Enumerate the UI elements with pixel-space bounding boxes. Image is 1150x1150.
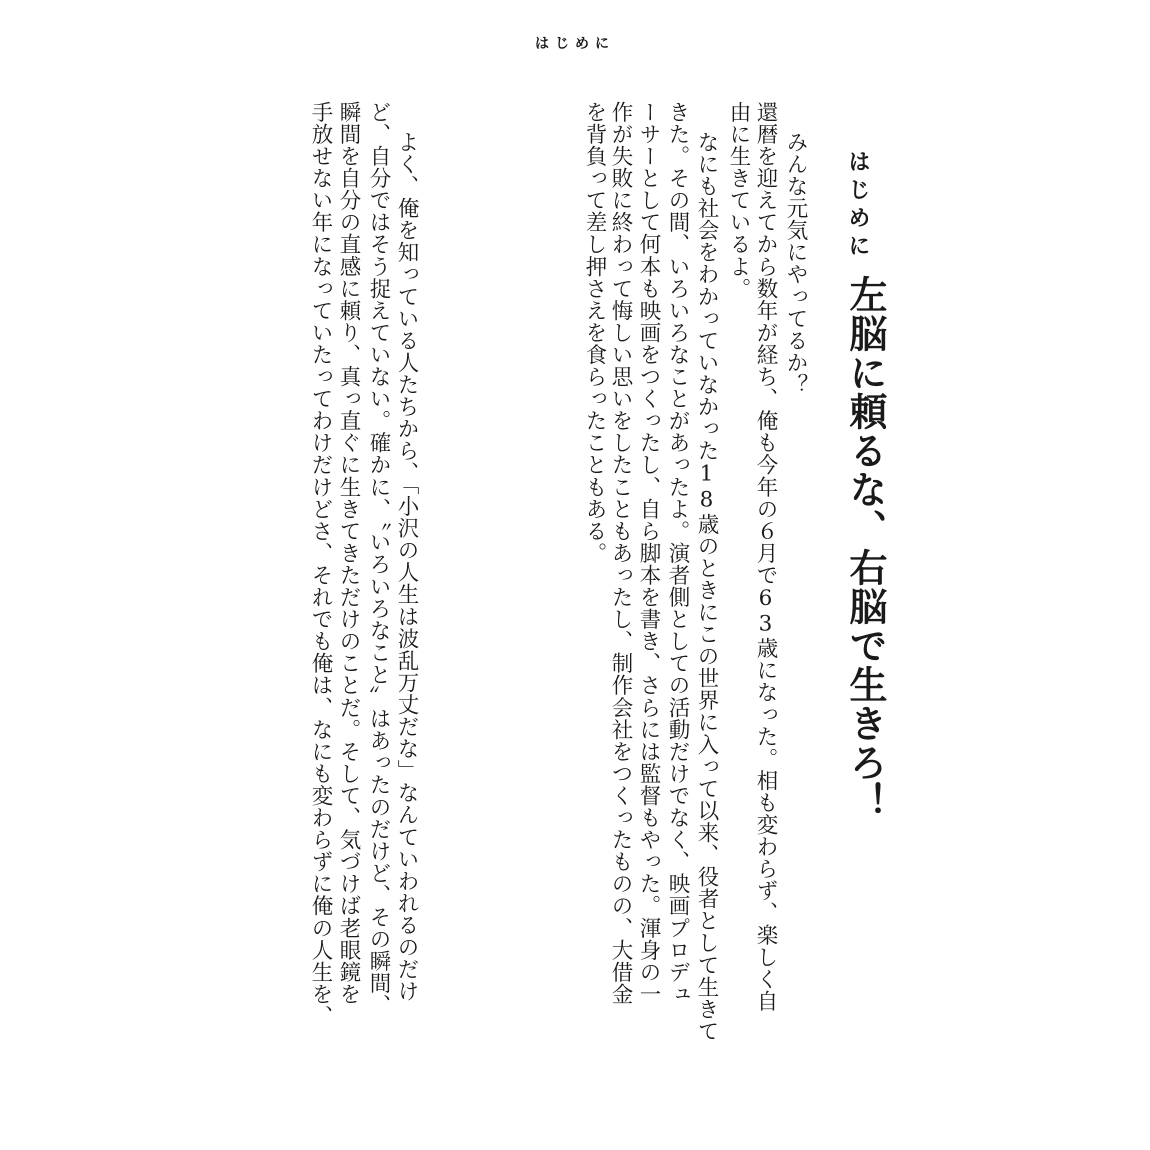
- p1-l3: 由に生きているよ。: [726, 101, 751, 300]
- p2-l1: なにも社会をわかっていなかった18歳のときにこの世界に入って以来、役者として生きて: [694, 131, 719, 1043]
- running-head: はじめに: [535, 36, 615, 52]
- p3-l4: 手放せない年になっていたってわけだけどさ、それでも俺は、なにも変わらずに俺の人生を、: [308, 101, 333, 1028]
- p1-l1: みんな元気にやってるか？: [783, 131, 808, 396]
- chapter-title-col: 左脳に頼るな、右脳で生きろ！: [843, 275, 888, 821]
- p2-l3: ーサーとして何本も映画をつくったし、自ら脚本を書き、さらには監督もやった。渾身の一: [636, 101, 661, 1006]
- chapter-label-col: はじめに: [845, 150, 871, 262]
- p2-l2: きた。その間、いろいろなことがあったよ。演者側としての活動だけでなく、映画プロデュ: [665, 101, 690, 1006]
- p3-l2: ど、自分ではそう捉えていない。確かに、〝いろいろなこと〟はあったのだけど、その瞬間、: [366, 101, 391, 1017]
- p1-l2: 還暦を迎えてから数年が経ち、俺も今年の６月で63歳になった。相も変わらず、楽しく自: [753, 101, 778, 1013]
- p3-l1: よく、俺を知っている人たちから、「小沢の人生は波乱万丈だな」なんていわれるのだけ: [394, 131, 419, 1003]
- p2-l4: 作が失敗に終わって悔しい思いをしたこともあったし、制作会社をつくったものの、大借金: [608, 101, 633, 1006]
- p2-l5: を背負って差し押さえを食らったこともある。: [582, 101, 607, 565]
- p3-l3: 瞬間を自分の直感に頼り、真っ直ぐに生きてきただけのことだ。そして、気づけば老眼鏡を: [336, 101, 361, 1006]
